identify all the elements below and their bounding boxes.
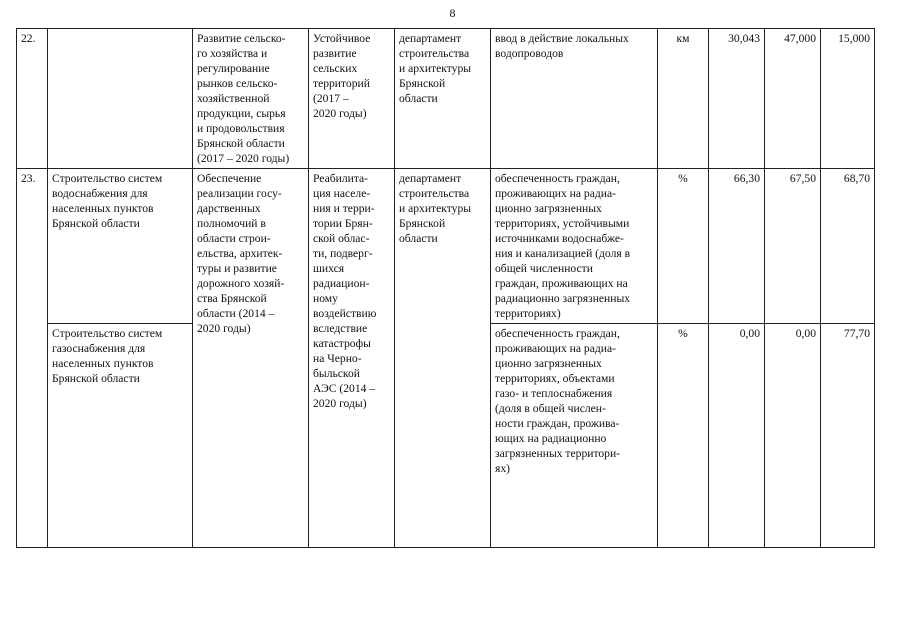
subprogram-text: Строительство систем водоснабжения для населенных пунктов Брянской области — [52, 172, 163, 230]
value-cell-3: 15,000 — [821, 29, 875, 169]
program-cell — [193, 29, 309, 169]
unit-cell: км — [658, 29, 709, 169]
indicator-cell — [491, 169, 658, 324]
value-cell-2: 67,50 — [765, 169, 821, 324]
subprogram-program-cell — [309, 169, 395, 548]
indicator-text: обеспеченность граждан, проживающих на радиа- ционно загрязненных территориях, устойчивыми источниками водоснабже- ния и канализацией (доля в общей численности граждан, проживающих на радиационно загрязненных территориях) — [495, 172, 631, 320]
program-table — [16, 28, 875, 548]
executor-text: департамент строительства и архитектуры Брянской области — [399, 172, 472, 245]
table-row-22 — [17, 29, 875, 169]
value-cell-2: 47,000 — [765, 29, 821, 169]
subprogram-program-text: Устойчивое развитие сельских территорий (2017 – 2020 годы) — [313, 32, 371, 120]
subprogram-text: Строительство систем газоснабжения для населенных пунктов Брянской области — [52, 327, 163, 385]
page-number: 8 — [449, 6, 456, 20]
value-cell-3: 68,70 — [821, 169, 875, 324]
row-number: 22. — [17, 29, 48, 169]
executor-cell — [395, 29, 491, 169]
executor-text: департамент строительства и архитектуры Брянской области — [399, 32, 472, 105]
value-cell-1: 30,043 — [709, 29, 765, 169]
indicator-cell — [491, 29, 658, 169]
indicator-cell — [491, 324, 658, 548]
unit-cell: % — [658, 324, 709, 548]
subprogram-program-cell — [309, 29, 395, 169]
indicator-text: обеспеченность граждан, проживающих на радиа- ционно загрязненных территориях, объектами газо- и теплоснабжения (доля в общей числен- ности граждан, прожива- ющих на радиационно загрязненных территори- ях) — [495, 327, 621, 475]
program-cell — [193, 169, 309, 548]
value-cell-1: 66,30 — [709, 169, 765, 324]
program-text: Обеспечение реализации госу- дарственных полномочий в области строи- ельства, архитек- туры и развитие дорожного хозяй- ства Брянской области (2014 – 2020 годы) — [197, 172, 285, 335]
program-text: Развитие сельско- го хозяйства и регулирование рынков сельско- хозяйственной продукции, сырья и продовольствия Брянской области (2017 – 2020 годы) — [197, 32, 290, 165]
unit-cell: % — [658, 169, 709, 324]
subprogram-cell — [48, 169, 193, 324]
value-cell-3: 77,70 — [821, 324, 875, 548]
indicator-text: ввод в действие локальных водопроводов — [495, 32, 629, 60]
row-number: 23. — [17, 169, 48, 548]
executor-cell — [395, 169, 491, 548]
subprogram-cell — [48, 324, 193, 548]
subprogram-cell — [48, 29, 193, 169]
value-cell-1: 0,00 — [709, 324, 765, 548]
subprogram-program-text: Реабилита- ция населе- ния и терри- тории Брян- ской облас- ти, подверг- шихся радиацион- ному воздействию вследствие катастрофы на Черно- быльской АЭС (2014 – 2020 годы) — [313, 172, 377, 410]
table-row-23-water — [17, 169, 875, 324]
value-cell-2: 0,00 — [765, 324, 821, 548]
